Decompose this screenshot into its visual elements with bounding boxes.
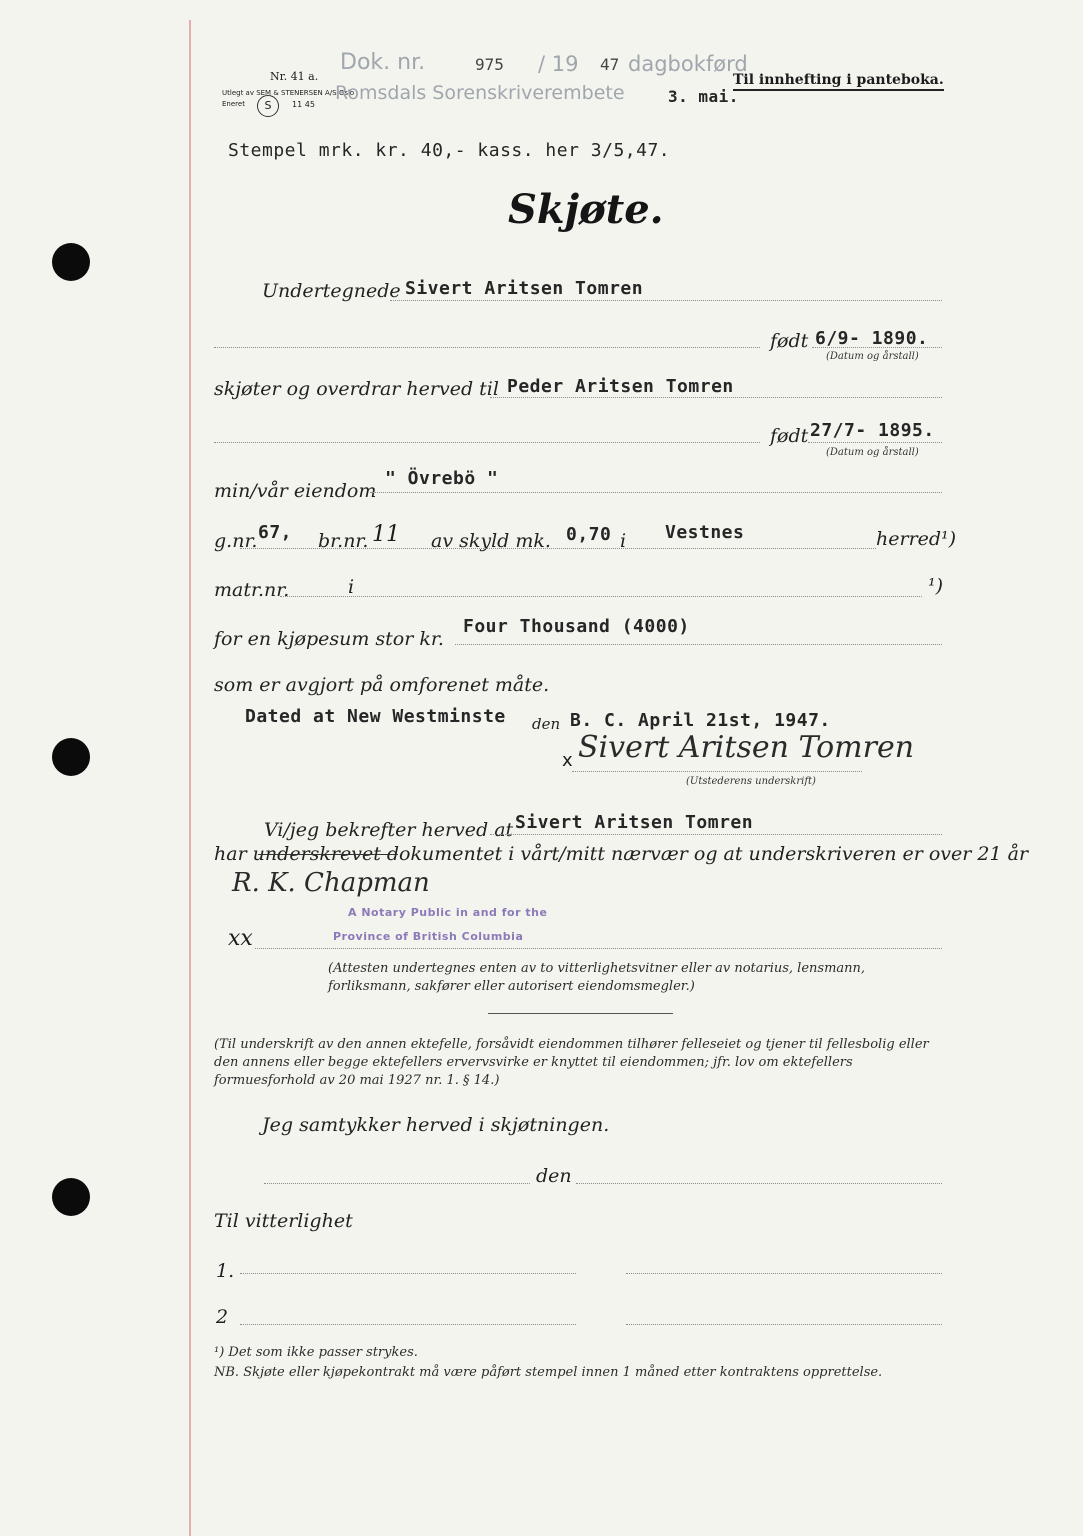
doc-number: 975 — [475, 55, 504, 74]
skyld-value: 0,70 — [566, 524, 612, 545]
gnr-value: 67, — [258, 522, 293, 543]
datum-caption-1: (Datum og årstall) — [826, 351, 919, 362]
doc-label: Dok. nr. — [340, 50, 426, 75]
publisher-logo: S — [257, 95, 279, 117]
punch-hole-bottom — [52, 1178, 90, 1216]
undertegnede-label: Undertegnede — [262, 280, 401, 302]
kjopesum-value: Four Thousand (4000) — [463, 616, 690, 637]
dated-part-a: Dated at New Westminste — [245, 706, 506, 727]
datum-caption-2: (Datum og årstall) — [826, 447, 919, 458]
fodt2-value: 27/7- 1895. — [810, 420, 935, 441]
matr-i: i — [348, 576, 355, 598]
witness-1-label: 1. — [216, 1260, 235, 1282]
witness-2-label: 2 — [216, 1306, 229, 1328]
notary-stamp-line1: A Notary Public in and for the — [348, 906, 548, 919]
fodt2-label: født — [770, 425, 809, 447]
attest-note: (Attesten undertegnes enten av to vitterlighetsvitner eller av notarius, lensmann, forliksmann, sakfører eller autorisert eiendomsmegler.) — [328, 961, 866, 994]
punch-hole-middle — [52, 738, 90, 776]
utsteder-signature: Sivert Aritsen Tomren — [578, 730, 915, 765]
utsteder-caption: (Utstederens underskrift) — [686, 776, 816, 787]
i-label: i — [620, 530, 627, 552]
vitterlighet-label: Til vitterlighet — [214, 1210, 353, 1232]
year-prefix: / 19 — [538, 52, 579, 76]
footnote-1: ¹) Det som ikke passer strykes. — [214, 1345, 418, 1360]
vi-jeg-value: Sivert Aritsen Tomren — [515, 812, 754, 833]
den-word: den — [532, 715, 561, 733]
avgjort-text: som er avgjort på omforenet måte. — [214, 674, 550, 696]
skyld-label: av skyld mk. — [431, 530, 551, 552]
footnote-2: NB. Skjøte eller kjøpekontrakt må være påført stempel innen 1 måned etter kontraktens opprettelse. — [214, 1365, 883, 1380]
brnr-value: 11 — [372, 522, 400, 547]
fodt1-value: 6/9- 1890. — [815, 328, 929, 349]
punch-hole-top — [52, 243, 90, 281]
document-title: Skjøte. — [508, 186, 664, 233]
skjoter-label: skjøter og overdrar herved til — [214, 378, 499, 400]
publisher-line: Utlegt av SEM & STENERSEN A/S Oslo — [222, 89, 355, 97]
date-stamp: 3. mai. — [668, 87, 739, 106]
spouse-note: (Til underskrift av den annen ektefelle, forsåvidt eiendommen tilhører felleseiet og tjener til fellesbolig eller den annens eller begge ektefellers ervervsvirke er knyttet til eiendommen; jfr. lov om ektefellers formuesforhold av 20 mai 1927 nr. 1. § 14.) — [214, 1037, 929, 1088]
har-line: har underskrevet dokumentet i vårt/mitt nærvær og at underskriveren er over 21 år — [214, 843, 1029, 865]
herred-label: herred¹) — [876, 528, 957, 550]
til-innhefting: Til innhefting i panteboka. — [733, 72, 944, 91]
eiendom-label: min/vår eiendom — [214, 480, 377, 502]
eiendom-value: " Övrebö " — [385, 468, 499, 489]
year-suffix: 47 — [600, 55, 620, 74]
kjopesum-label: for en kjøpesum stor kr. — [214, 628, 444, 650]
publisher-code: 11 45 — [292, 100, 315, 109]
dated-part-b: B. C. April 21st, 1947. — [570, 710, 831, 731]
stamp-line: Stempel mrk. kr. 40,- kass. her 3/5,47. — [228, 140, 671, 161]
undertegnede-value: Sivert Aritsen Tomren — [405, 278, 644, 299]
fodt1-label: født — [770, 330, 809, 352]
notary-signature: R. K. Chapman — [232, 868, 430, 898]
matr-paren: ¹) — [928, 575, 944, 597]
margin-line — [189, 20, 191, 1536]
dagbok-label: dagbokførd — [628, 52, 748, 76]
notary-stamp-line2: Province of British Columbia — [333, 930, 524, 943]
samtykker-text: Jeg samtykker herved i skjøtningen. — [262, 1114, 610, 1136]
xx-mark: xx — [228, 926, 253, 951]
skjoter-value: Peder Aritsen Tomren — [507, 376, 734, 397]
x-mark: x — [562, 750, 573, 771]
publisher-eneret: Eneret — [222, 100, 245, 108]
strike-underskrevet — [258, 854, 398, 855]
office-name: Romsdals Sorenskriverembete — [335, 82, 625, 104]
herred-value: Vestnes — [665, 522, 745, 543]
matr-label: matr.nr. — [214, 579, 290, 601]
gnr-label: g.nr. — [214, 530, 258, 552]
brnr-label: br.nr. — [318, 530, 369, 552]
den-label: den — [536, 1165, 572, 1187]
separator — [488, 1013, 673, 1014]
form-number: Nr. 41 a. — [270, 70, 319, 83]
vi-jeg-label: Vi/jeg bekrefter herved at — [264, 819, 514, 841]
